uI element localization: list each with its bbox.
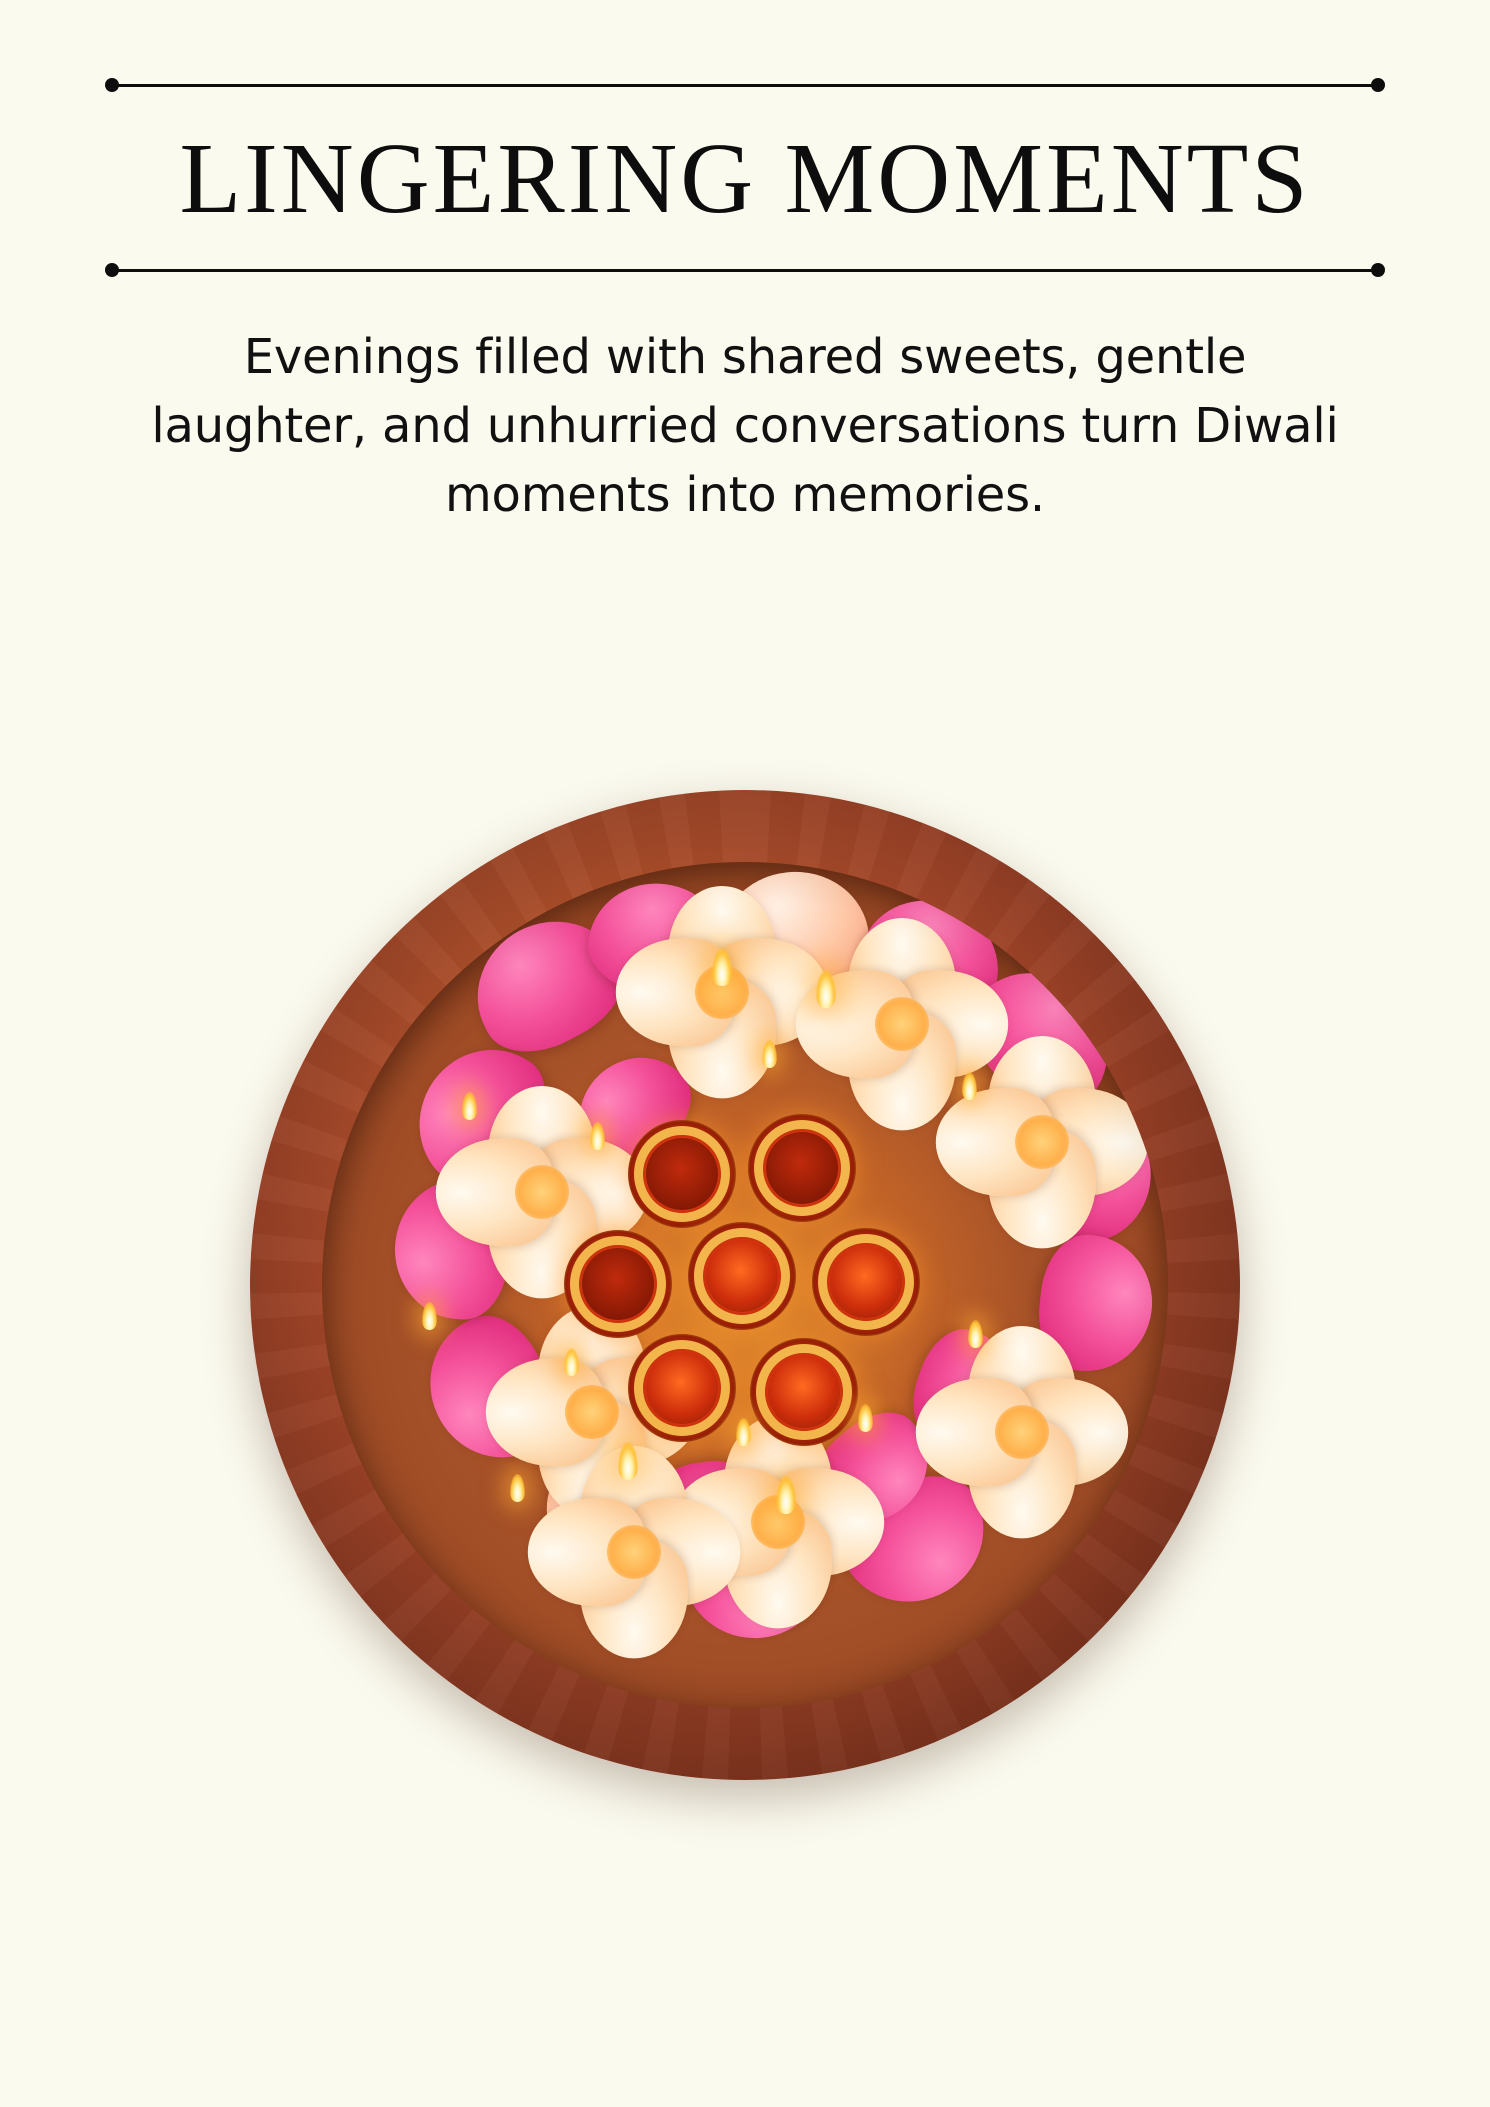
flower-petal (988, 1130, 1096, 1248)
petal (646, 1455, 768, 1561)
diya-rim (634, 1126, 730, 1222)
flower (942, 1042, 1142, 1242)
petal (1015, 1086, 1168, 1255)
bottom-divider-rule (105, 263, 1385, 277)
diya-oil (582, 1248, 654, 1320)
divider-line (112, 84, 1378, 87)
flame (816, 970, 836, 1008)
diya-oil (768, 1356, 840, 1428)
divider-dot-right (1371, 263, 1385, 277)
center-glow (465, 1042, 1025, 1562)
flame (736, 1418, 751, 1446)
flower-petal (668, 886, 776, 1004)
flame (422, 1302, 437, 1330)
flower-petal (936, 1088, 1054, 1196)
flower (534, 1452, 734, 1652)
diya-oil (646, 1352, 718, 1424)
petal (712, 864, 874, 997)
divider-line (112, 269, 1378, 272)
diya-oil (706, 1240, 778, 1312)
flower-petal (848, 918, 956, 1036)
petal (676, 1515, 829, 1645)
petal (408, 1301, 573, 1480)
flower-petal (530, 1138, 648, 1246)
flower-petal (848, 1012, 956, 1130)
diya-lamp (688, 1222, 796, 1330)
flower-petal (436, 1138, 554, 1246)
flower-petal (580, 1446, 688, 1564)
flower-petal (1010, 1378, 1128, 1486)
petal (519, 1431, 706, 1610)
flower-center (995, 1405, 1049, 1459)
flower-petal (486, 1358, 604, 1466)
wooden-bowl-inner (322, 862, 1168, 1708)
petal (453, 896, 642, 1072)
flower-center (695, 965, 749, 1019)
divider-dot-right (1371, 78, 1385, 92)
petal (945, 1348, 1123, 1533)
flower-petal (796, 970, 914, 1078)
petal (900, 1318, 1028, 1459)
flower-petal (724, 1416, 832, 1534)
flower-center (875, 997, 929, 1051)
diya-lamp (564, 1230, 672, 1338)
diya-lamp (628, 1334, 736, 1442)
diya-lamp (628, 1120, 736, 1228)
flame (590, 1122, 605, 1150)
diya-oil (646, 1138, 718, 1210)
wooden-bowl-outer (250, 790, 1240, 1780)
flower-center (751, 1495, 805, 1549)
flame (762, 1040, 777, 1068)
flower-petal (488, 1086, 596, 1204)
diya-lamp (812, 1228, 920, 1336)
petal (393, 1177, 512, 1321)
page-title: LINGERING MOMENTS (179, 122, 1311, 234)
top-divider-rule (105, 78, 1385, 92)
diya-rim (570, 1236, 666, 1332)
flower-petal (988, 1036, 1096, 1154)
diya-rim (818, 1234, 914, 1330)
flame (510, 1474, 525, 1502)
flower-petal (672, 1468, 790, 1576)
flower (802, 924, 1002, 1124)
flower-petal (710, 938, 828, 1046)
flower-petal (916, 1378, 1034, 1486)
flower (622, 892, 822, 1092)
flower (492, 1312, 692, 1512)
flower-petal (724, 1510, 832, 1628)
flame (618, 1442, 638, 1480)
flower-petal (1030, 1088, 1148, 1196)
poster-header (0, 78, 1490, 530)
flower-center (1015, 1115, 1069, 1169)
flower (678, 1422, 878, 1622)
petal (797, 1395, 951, 1546)
flower-petal (968, 1420, 1076, 1538)
flower-petal (580, 1358, 698, 1466)
flower-petal (580, 1540, 688, 1658)
subtitle-text: Evenings filled with shared sweets, gentle laughter, and unhurried conversations turn Diwali moments into memories. (151, 329, 1339, 524)
flame (712, 948, 732, 986)
petal (846, 880, 1018, 1036)
flame (858, 1404, 873, 1432)
petal (580, 871, 740, 1010)
diya-lamp (748, 1114, 856, 1222)
flower-center (565, 1385, 619, 1439)
flower-petal (668, 980, 776, 1098)
diya-oil (830, 1246, 902, 1318)
diya-rim (694, 1228, 790, 1324)
flower-petal (616, 938, 734, 1046)
petal (394, 1025, 566, 1208)
flower-petal (622, 1498, 740, 1606)
flower-petal (538, 1400, 646, 1518)
flower-petal (538, 1306, 646, 1424)
flower-center (607, 1525, 661, 1579)
diya-rim (756, 1344, 852, 1440)
flower-petal (528, 1498, 646, 1606)
flower-center (515, 1165, 569, 1219)
petal (1033, 1231, 1159, 1378)
flower (922, 1332, 1122, 1532)
diya-rim (634, 1340, 730, 1436)
flame (462, 1092, 477, 1120)
diya-lamp (750, 1338, 858, 1446)
petal (949, 944, 1137, 1134)
flower-petal (488, 1180, 596, 1298)
diwali-bowl-photo (240, 780, 1250, 1790)
flame (564, 1348, 579, 1376)
flame (962, 1072, 977, 1100)
diya-oil (766, 1132, 838, 1204)
flower-petal (766, 1468, 884, 1576)
flower-petal (890, 970, 1008, 1078)
petal (824, 1457, 1005, 1624)
diya-rim (754, 1120, 850, 1216)
flame (968, 1320, 983, 1348)
flower (442, 1092, 642, 1292)
flame (776, 1476, 796, 1514)
flower-petal (968, 1326, 1076, 1444)
petal (555, 1034, 708, 1186)
